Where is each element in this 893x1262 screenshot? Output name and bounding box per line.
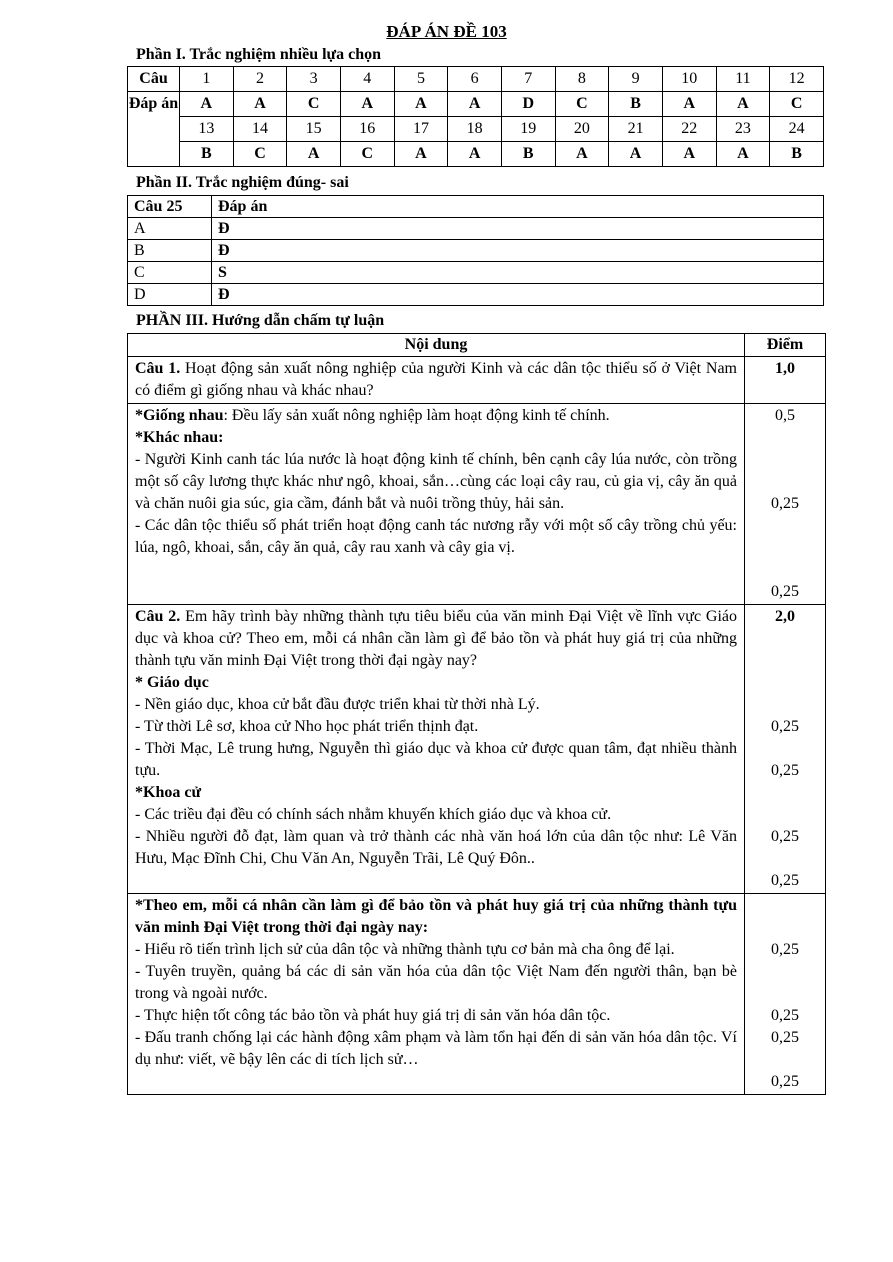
question-row-1 <box>128 67 824 92</box>
score-value: 0,25 <box>771 872 799 889</box>
answer-cell: A <box>662 142 716 167</box>
answer-cell: B <box>770 142 824 167</box>
item-label: D <box>128 284 212 306</box>
question-number: 20 <box>555 117 609 142</box>
answer-cell: C <box>555 92 609 117</box>
same-label: *Giống nhau <box>135 407 224 424</box>
answer-cell: A <box>555 142 609 167</box>
question-row-2 <box>128 117 824 142</box>
answer-row-1 <box>128 92 824 117</box>
question-number: 11 <box>716 67 770 92</box>
score-column <box>745 605 826 894</box>
score-spacer <box>749 427 821 493</box>
part1-heading: Phần I. Trắc nghiệm nhiều lựa chọn <box>136 46 382 63</box>
question-number: 10 <box>662 67 716 92</box>
score-value: 0,25 <box>771 941 799 958</box>
answer-line: - Người Kinh canh tác lúa nước là hoạt động kinh tế chính, bên cạnh cây lúa nước, còn trồng một số cây lương thực khác như ngô, khoai, sắn…cùng các loại cây rau, củ gia vị, cây ăn quả và chăn nuôi gia súc, gia cầm, đánh bắt và nuôi trồng thủy, hải sản. <box>135 451 737 512</box>
question-number: 18 <box>448 117 502 142</box>
question-number: 13 <box>180 117 234 142</box>
answer-line: - Các triều đại đều có chính sách nhằm khuyến khích giáo dục và khoa cử. <box>135 806 612 823</box>
page-title: ĐÁP ÁN ĐỀ 103 <box>386 22 507 41</box>
item-answer: Đ <box>212 240 824 262</box>
question-text: Hoạt động sản xuất nông nghiệp của người Kinh và các dân tộc thiểu số ở Việt Nam có điểm gì giống nhau và khác nhau? <box>135 360 738 399</box>
table-header-row <box>128 334 826 357</box>
question-number: 8 <box>555 67 609 92</box>
table-row <box>128 357 826 404</box>
question-1 <box>128 357 745 404</box>
question-score: 2,0 <box>775 608 795 625</box>
score-spacer <box>749 628 821 716</box>
score-spacer <box>749 895 821 939</box>
answer-cell: A <box>394 142 448 167</box>
score-spacer <box>749 782 821 826</box>
table-row <box>128 404 826 605</box>
answer-line: - Thời Mạc, Lê trung hưng, Nguyễn thì giáo dục và khoa cử được quan tâm, đạt nhiều thành tựu. <box>135 740 737 779</box>
question-line <box>135 606 737 672</box>
table-row <box>128 894 826 1095</box>
score-spacer <box>749 961 821 1005</box>
answer-cell: A <box>180 92 234 117</box>
answer-cell: B <box>501 142 555 167</box>
question-text: Em hãy trình bày những thành tựu tiêu biểu của văn minh Đại Việt về lĩnh vực Giáo dục và khoa cử? Theo em, mỗi cá nhân cần làm gì để bảo tồn và phát huy giá trị của những thành tựu văn minh Đại Việt trong thời đại ngày nay? <box>135 608 738 669</box>
answer-cell: A <box>287 142 341 167</box>
question-label: Câu 1. <box>135 360 181 377</box>
question-number: 6 <box>448 67 502 92</box>
question-number: 24 <box>770 117 824 142</box>
part3-heading: PHẦN III. Hướng dẫn chấm tự luận <box>136 312 385 329</box>
answer-cell: B <box>180 142 234 167</box>
score-spacer <box>749 1049 821 1071</box>
question-number: 17 <box>394 117 448 142</box>
question-label: Câu 2. <box>135 608 181 625</box>
item-answer: Đ <box>212 284 824 306</box>
table-row <box>128 284 824 306</box>
exam-label: *Khoa cử <box>135 784 202 801</box>
answer-line: - Tuyên truyền, quảng bá các di sản văn hóa của dân tộc Việt Nam đến người thân, bạn bè trong và ngoài nước. <box>135 963 737 1002</box>
score-value: 0,25 <box>771 828 799 845</box>
question-number: 21 <box>609 117 663 142</box>
score-value: 0,25 <box>771 1029 799 1046</box>
answer-cell: D <box>501 92 555 117</box>
column-header-answer: Đáp án <box>212 196 824 218</box>
row-label-dapan: Đáp án <box>128 92 180 167</box>
table-header-row <box>128 196 824 218</box>
answer-line: - Nhiều người đỗ đạt, làm quan và trở thành các nhà văn hoá lớn của dân tộc như: Lê Văn Hưu, Mạc Đĩnh Chi, Chu Văn An, Nguyễn Trãi, Lê Quý Đôn.. <box>135 828 737 867</box>
score-value: 0,25 <box>771 718 799 735</box>
question-1-answer <box>128 404 745 605</box>
answer-line: - Hiểu rõ tiến trình lịch sử của dân tộc và những thành tựu cơ bản mà cha ông để lại. <box>135 941 675 958</box>
score-value: 0,25 <box>771 495 799 512</box>
question-number: 3 <box>287 67 341 92</box>
answer-cell: A <box>448 92 502 117</box>
column-header-question: Câu 25 <box>128 196 212 218</box>
row-label-cau: Câu <box>128 67 180 92</box>
question-number: 5 <box>394 67 448 92</box>
answer-line: - Các dân tộc thiểu số phát triển hoạt động canh tác nương rẫy với một số cây trồng chủ yếu: lúa, ngô, khoai, sắn, cây ăn quả, cây rau xanh và cây gia vị. <box>135 517 737 556</box>
edu-label: * Giáo dục <box>135 674 209 691</box>
score-value: 0,25 <box>771 1007 799 1024</box>
answer-cell: A <box>716 92 770 117</box>
answer-cell: C <box>340 142 394 167</box>
score-spacer <box>749 515 821 581</box>
table-row <box>128 240 824 262</box>
diff-label: *Khác nhau: <box>135 429 224 446</box>
opinion-label: *Theo em, mỗi cá nhân cần làm gì để bảo tồn và phát huy giá trị của những thành tựu văn minh Đại Việt trong thời đại ngày nay: <box>135 897 737 936</box>
answer-cell: A <box>340 92 394 117</box>
question-number: 7 <box>501 67 555 92</box>
answer-cell: C <box>287 92 341 117</box>
answer-cell: A <box>394 92 448 117</box>
item-answer: Đ <box>212 218 824 240</box>
same-text: : Đều lấy sản xuất nông nghiệp làm hoạt động kinh tế chính. <box>223 407 610 424</box>
table-row <box>128 218 824 240</box>
score-column <box>745 404 826 605</box>
part2-heading: Phần II. Trắc nghiệm đúng- sai <box>136 174 349 191</box>
answer-cell: A <box>662 92 716 117</box>
question-number: 12 <box>770 67 824 92</box>
question-number: 23 <box>716 117 770 142</box>
answer-cell: A <box>716 142 770 167</box>
answer-cell: A <box>233 92 287 117</box>
score-value: 0,25 <box>771 583 799 600</box>
answer-row-2 <box>128 142 824 167</box>
question-number: 4 <box>340 67 394 92</box>
answer-line: - Nền giáo dục, khoa cử bắt đầu được triển khai từ thời nhà Lý. <box>135 696 540 713</box>
column-header-score: Điểm <box>745 334 826 357</box>
answer-cell: C <box>770 92 824 117</box>
question-number: 15 <box>287 117 341 142</box>
question-number: 16 <box>340 117 394 142</box>
score-value: 0,25 <box>771 1073 799 1090</box>
answer-cell: A <box>448 142 502 167</box>
answer-line: - Từ thời Lê sơ, khoa cử Nho học phát triển thịnh đạt. <box>135 718 479 735</box>
score-value: 0,25 <box>771 762 799 779</box>
score-spacer <box>749 848 821 870</box>
answer-cell: A <box>609 142 663 167</box>
question-number: 19 <box>501 117 555 142</box>
score-value: 0,5 <box>775 407 795 424</box>
question-score: 1,0 <box>745 357 826 404</box>
answer-cell: B <box>609 92 663 117</box>
table-row <box>128 605 826 894</box>
score-spacer <box>749 738 821 760</box>
essay-grading-table <box>127 333 826 1095</box>
question-number: 14 <box>233 117 287 142</box>
opinion-section <box>128 894 745 1095</box>
answer-line: - Đấu tranh chống lại các hành động xâm phạm và làm tổn hại đến di sản văn hóa dân tộc. Ví dụ như: viết, vẽ bậy lên các di tích lịch sử… <box>135 1029 737 1068</box>
answer-line <box>135 405 737 427</box>
table-row <box>128 262 824 284</box>
column-header-content: Nội dung <box>128 334 745 357</box>
question-2 <box>128 605 745 894</box>
item-label: B <box>128 240 212 262</box>
item-answer: S <box>212 262 824 284</box>
question-number: 22 <box>662 117 716 142</box>
question-number: 9 <box>609 67 663 92</box>
true-false-table <box>127 195 824 306</box>
item-label: A <box>128 218 212 240</box>
multiple-choice-table <box>127 66 824 167</box>
answer-cell: C <box>233 142 287 167</box>
item-label: C <box>128 262 212 284</box>
answer-line: - Thực hiện tốt công tác bảo tồn và phát huy giá trị di sản văn hóa dân tộc. <box>135 1007 611 1024</box>
question-number: 1 <box>180 67 234 92</box>
question-number: 2 <box>233 67 287 92</box>
score-column <box>745 894 826 1095</box>
